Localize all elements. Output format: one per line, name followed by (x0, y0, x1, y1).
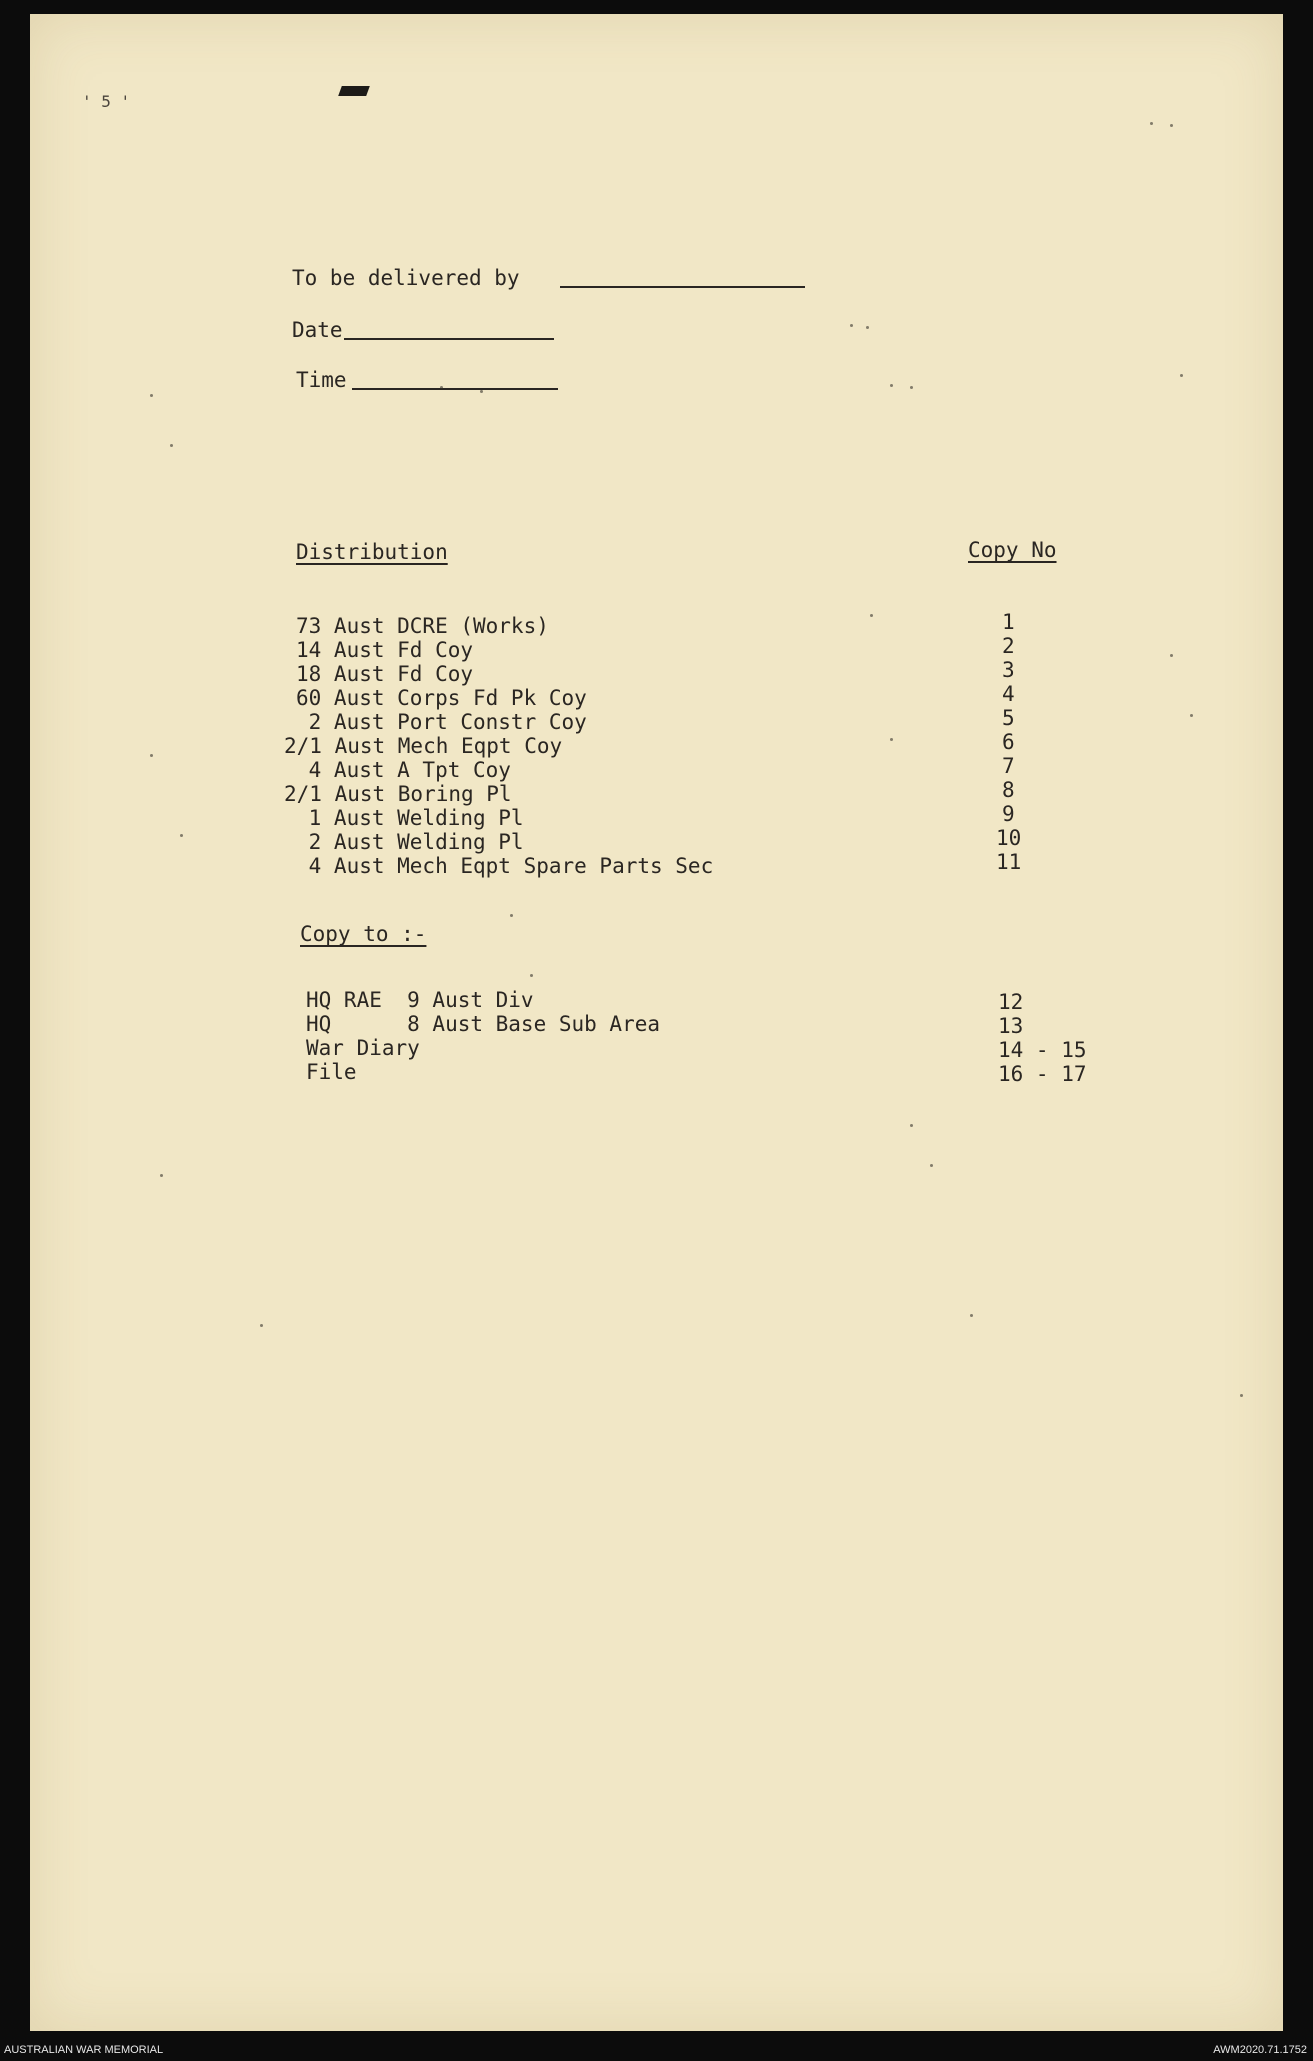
distribution-unit: 1 Aust Welding Pl (296, 806, 524, 830)
delivered-by-line[interactable] (560, 286, 805, 288)
paper-speck (970, 1314, 973, 1317)
copy-to-unit: HQ RAE 9 Aust Div (306, 988, 534, 1012)
footer-left-credit: AUSTRALIAN WAR MEMORIAL (4, 2044, 164, 2056)
distribution-unit: 18 Aust Fd Coy (296, 662, 474, 686)
paper-speck (930, 1164, 933, 1167)
date-line[interactable] (344, 338, 554, 340)
distribution-copy: 5 (1002, 706, 1015, 730)
paper-speck (1150, 122, 1153, 125)
paper-speck (440, 386, 443, 389)
footer-right-reference: AWM2020.71.1752 (1213, 2044, 1307, 2056)
distribution-unit: 4 Aust A Tpt Coy (296, 758, 511, 782)
paper-speck (890, 738, 893, 741)
distribution-copy: 4 (1002, 682, 1015, 706)
distribution-heading: Distribution (296, 540, 448, 564)
paper-speck (1180, 374, 1183, 377)
distribution-copy: 8 (1002, 778, 1015, 802)
paper-speck (1170, 124, 1173, 127)
copy-to-copy: 12 (998, 990, 1024, 1014)
distribution-copy: 6 (1002, 730, 1015, 754)
paper-speck (530, 974, 533, 977)
paper-speck (1190, 714, 1193, 717)
time-line[interactable] (352, 388, 558, 390)
paper-speck (180, 834, 183, 837)
date-label: Date (292, 318, 343, 342)
copy-to-unit: File (306, 1060, 357, 1084)
distribution-copy: 7 (1002, 754, 1015, 778)
paper-speck (870, 614, 873, 617)
paper-speck (1170, 654, 1173, 657)
paper-speck (850, 324, 853, 327)
delivered-by-label: To be delivered by (292, 266, 520, 290)
paper-speck (866, 326, 869, 329)
paper-speck (890, 384, 893, 387)
paper-speck (150, 754, 153, 757)
distribution-copy: 1 (1002, 610, 1015, 634)
copy-to-heading: Copy to :- (300, 922, 427, 946)
paper-speck (160, 1174, 163, 1177)
paper-speck (910, 386, 913, 389)
copy-no-heading: Copy No (968, 538, 1057, 562)
corner-mark: ' 5 ' (82, 92, 131, 111)
distribution-unit: 73 Aust DCRE (Works) (296, 614, 549, 638)
distribution-unit: 2 Aust Port Constr Coy (296, 710, 587, 734)
ink-blot (338, 86, 370, 96)
distribution-unit: 60 Aust Corps Fd Pk Coy (296, 686, 587, 710)
copy-to-copy: 14 - 15 (998, 1038, 1087, 1062)
paper-speck (260, 1324, 263, 1327)
distribution-copy: 11 (996, 850, 1022, 874)
paper-speck (170, 444, 173, 447)
distribution-unit: 4 Aust Mech Eqpt Spare Parts Sec (296, 854, 714, 878)
distribution-copy: 2 (1002, 634, 1015, 658)
distribution-unit: 2 Aust Welding Pl (296, 830, 524, 854)
document-page (30, 14, 1283, 2031)
distribution-unit: 2/1 Aust Boring Pl (284, 782, 512, 806)
copy-to-unit: War Diary (306, 1036, 420, 1060)
paper-speck (480, 390, 483, 393)
distribution-unit: 14 Aust Fd Coy (296, 638, 474, 662)
distribution-unit: 2/1 Aust Mech Eqpt Coy (284, 734, 563, 758)
distribution-copy: 9 (1002, 802, 1015, 826)
time-label: Time (296, 368, 347, 392)
copy-to-copy: 16 - 17 (998, 1062, 1087, 1086)
copy-to-copy: 13 (998, 1014, 1024, 1038)
distribution-copy: 10 (996, 826, 1022, 850)
distribution-copy: 3 (1002, 658, 1015, 682)
paper-speck (910, 1124, 913, 1127)
paper-speck (510, 914, 513, 917)
paper-speck (150, 394, 153, 397)
copy-to-unit: HQ 8 Aust Base Sub Area (306, 1012, 661, 1036)
paper-speck (1240, 1394, 1243, 1397)
